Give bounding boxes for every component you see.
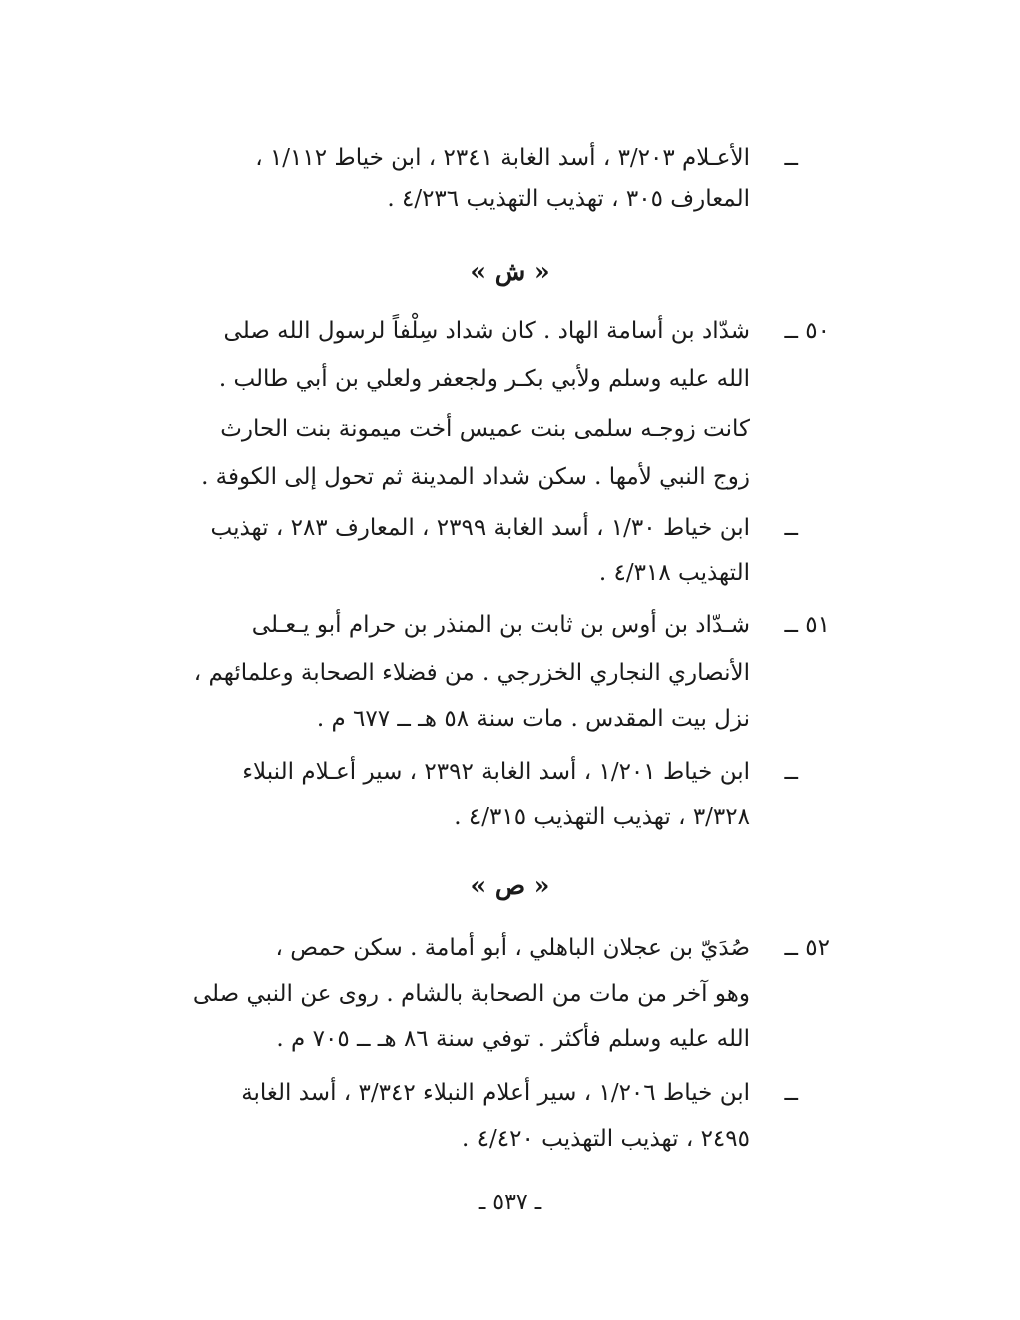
ref-dash: ــ bbox=[784, 515, 798, 541]
entry-50-bio-line-3: كانت زوجـه سلمى بنت عميس أخت ميمونة بنت الحارث bbox=[220, 416, 750, 442]
entry-50-bio-line-2: الله عليه وسلم ولأبي بكـر ولجعفر ولعلي بن أبي طالب . bbox=[218, 366, 750, 392]
entry-51-bio-line-1: شـدّاد بن أوس بن ثابت بن المنذر بن حرام أبو يـعـلى bbox=[251, 612, 750, 638]
top-ref-line-2: المعارف ٣٠٥ ، تهذيب التهذيب ٤/٢٣٦ . bbox=[387, 186, 750, 212]
ref-dash: ــ bbox=[784, 759, 798, 785]
entry-50-bio-line-1: شدّاد بن أسامة الهاد . كان شداد سِلْفاً لرسول الله صلى bbox=[223, 318, 750, 344]
entry-52-ref-line-2: ٢٤٩٥ ، تهذيب التهذيب ٤/٤٢٠ . bbox=[462, 1126, 750, 1152]
entry-52-bio-line-3: الله عليه وسلم فأكثر . توفي سنة ٨٦ هـ ــ ٧٠٥ م . bbox=[276, 1026, 750, 1052]
entry-dash: ــ bbox=[784, 612, 798, 638]
entry-52-ref-line-1: ابن خياط ١/٢٠٦ ، سير أعلام النبلاء ٣/٣٤٢ ، أسد الغابة bbox=[241, 1080, 750, 1106]
section-heading-shin: « ش » bbox=[470, 257, 550, 286]
entry-51-bio-line-3: نزل بيت المقدس . مات سنة ٥٨ هـ ــ ٦٧٧ م . bbox=[316, 706, 750, 732]
entry-50-ref-line-2: التهذيب ٤/٣١٨ . bbox=[598, 560, 750, 586]
page-number: ـ ٥٣٧ ـ bbox=[478, 1190, 542, 1215]
entry-number-50: ٥٠ bbox=[805, 318, 830, 344]
entry-51-ref-line-2: ٣/٣٢٨ ، تهذيب التهذيب ٤/٣١٥ . bbox=[454, 804, 750, 830]
entry-dash: ــ bbox=[784, 935, 798, 961]
entry-50-bio-line-4: زوج النبي لأمها . سكن شداد المدينة ثم تحول إلى الكوفة . bbox=[201, 464, 750, 490]
entry-number-51: ٥١ bbox=[805, 612, 830, 638]
section-heading-sad: « ص » bbox=[470, 871, 550, 900]
entry-50-ref-line-1: ابن خياط ١/٣٠ ، أسد الغابة ٢٣٩٩ ، المعارف ٢٨٣ ، تهذيب bbox=[210, 515, 750, 541]
ref-dash: ــ bbox=[784, 1080, 798, 1106]
entry-51-bio-line-2: الأنصاري النجاري الخزرجي . من فضلاء الصحابة وعلمائهم ، bbox=[193, 660, 750, 686]
entry-51-ref-line-1: ابن خياط ١/٢٠١ ، أسد الغابة ٢٣٩٢ ، سير أعـلام النبلاء bbox=[242, 759, 750, 785]
ref-dash: ــ bbox=[784, 145, 798, 171]
entry-52-bio-line-1: صُدَيّ بن عجلان الباهلي ، أبو أمامة . سكن حمص ، bbox=[275, 935, 750, 961]
entry-number-52: ٥٢ bbox=[805, 935, 830, 961]
entry-52-bio-line-2: وهو آخر من مات من الصحابة بالشام . روى عن النبي صلى bbox=[192, 981, 750, 1007]
entry-dash: ــ bbox=[784, 318, 798, 344]
top-ref-line-1: الأعـلام ٣/٢٠٣ ، أسد الغابة ٢٣٤١ ، ابن خياط ١/١١٢ ، bbox=[255, 145, 750, 171]
